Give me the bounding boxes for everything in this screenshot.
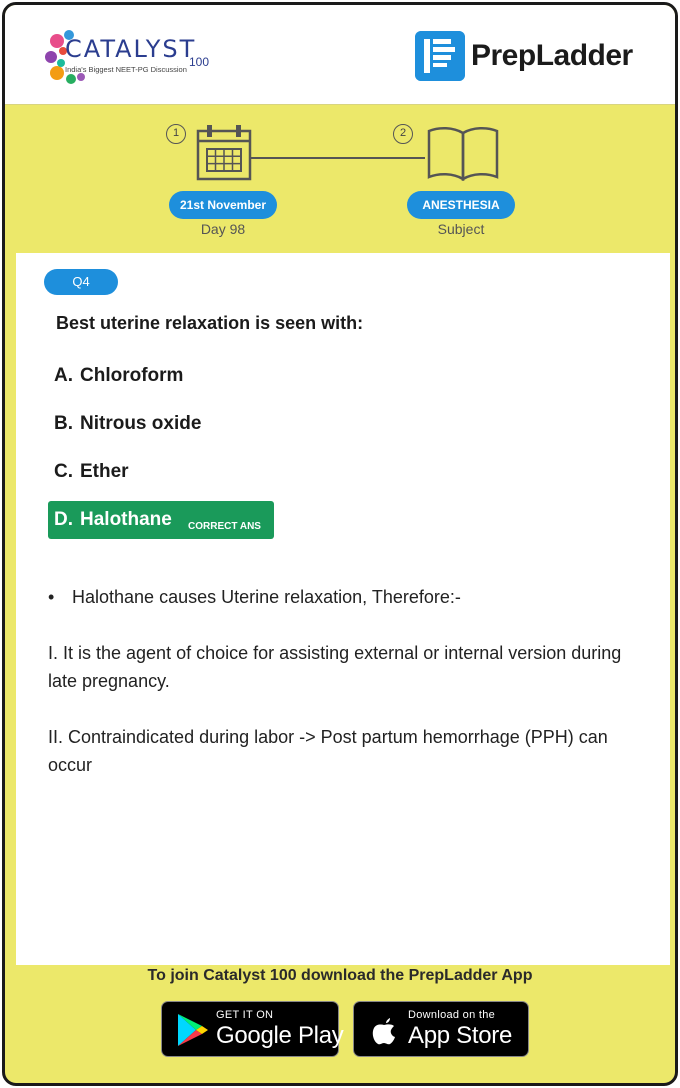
day-label: Day 98 — [200, 221, 246, 237]
header — [5, 5, 675, 105]
google-play-big-text: Google Play — [216, 1022, 344, 1049]
catalyst-number: 100 — [189, 55, 210, 69]
explanation-point-1: I. It is the agent of choice for assisting external or internal version during late pregnancy. — [48, 643, 622, 691]
explanation-intro — [48, 583, 648, 611]
step-connector — [251, 157, 425, 159]
calendar-icon — [195, 123, 253, 183]
catalyst-tagline: India's Biggest NEET-PG Discussion — [65, 65, 187, 74]
google-play-button[interactable] — [161, 1001, 344, 1057]
option-letter: A. — [54, 365, 73, 386]
option-text: Nitrous oxide — [80, 413, 202, 434]
google-play-small-text: GET IT ON — [216, 1009, 274, 1021]
option-c[interactable] — [54, 461, 129, 483]
step-number-2: 2 — [393, 124, 413, 144]
download-cta: To join Catalyst 100 download the PrepLadder App — [147, 967, 533, 984]
book-icon — [425, 123, 501, 181]
option-text: Ether — [80, 461, 129, 482]
option-letter: B. — [54, 413, 73, 434]
app-store-button[interactable] — [353, 1001, 529, 1057]
option-a[interactable] — [54, 365, 183, 387]
option-d-correct[interactable] — [48, 501, 274, 539]
catalyst-logo — [43, 25, 223, 89]
prepladder-name: PrepLadder — [471, 39, 633, 72]
question-number-badge: Q4 — [44, 269, 118, 295]
page-frame — [2, 2, 678, 1086]
explanation-point-2: II. Contraindicated during labor -> Post partum hemorrhage (PPH) can occur — [48, 727, 608, 775]
app-store-small-text: Download on the — [408, 1009, 496, 1021]
step-number-1: 1 — [166, 124, 186, 144]
progress-steps — [5, 105, 675, 253]
question-card — [16, 253, 670, 965]
option-letter: D. — [54, 509, 73, 530]
google-play-icon — [174, 1012, 210, 1048]
date-pill: 21st November — [169, 191, 277, 219]
option-text: Halothane — [80, 509, 172, 530]
catalyst-name: CATALYST — [65, 35, 197, 63]
app-store-big-text: App Store — [408, 1022, 513, 1049]
explanation-intro-text: Halothane causes Uterine relaxation, Therefore:- — [72, 587, 461, 607]
subject-pill: ANESTHESIA — [407, 191, 515, 219]
option-letter: C. — [54, 461, 73, 482]
prepladder-logo-icon — [415, 31, 465, 81]
correct-answer-tag: CORRECT ANS — [188, 521, 261, 532]
bullet: • — [48, 587, 55, 607]
apple-icon — [366, 1012, 402, 1048]
question-text: Best uterine relaxation is seen with: — [56, 313, 364, 333]
option-text: Chloroform — [80, 365, 184, 386]
option-b[interactable] — [54, 413, 201, 435]
subject-label: Subject — [437, 221, 485, 237]
